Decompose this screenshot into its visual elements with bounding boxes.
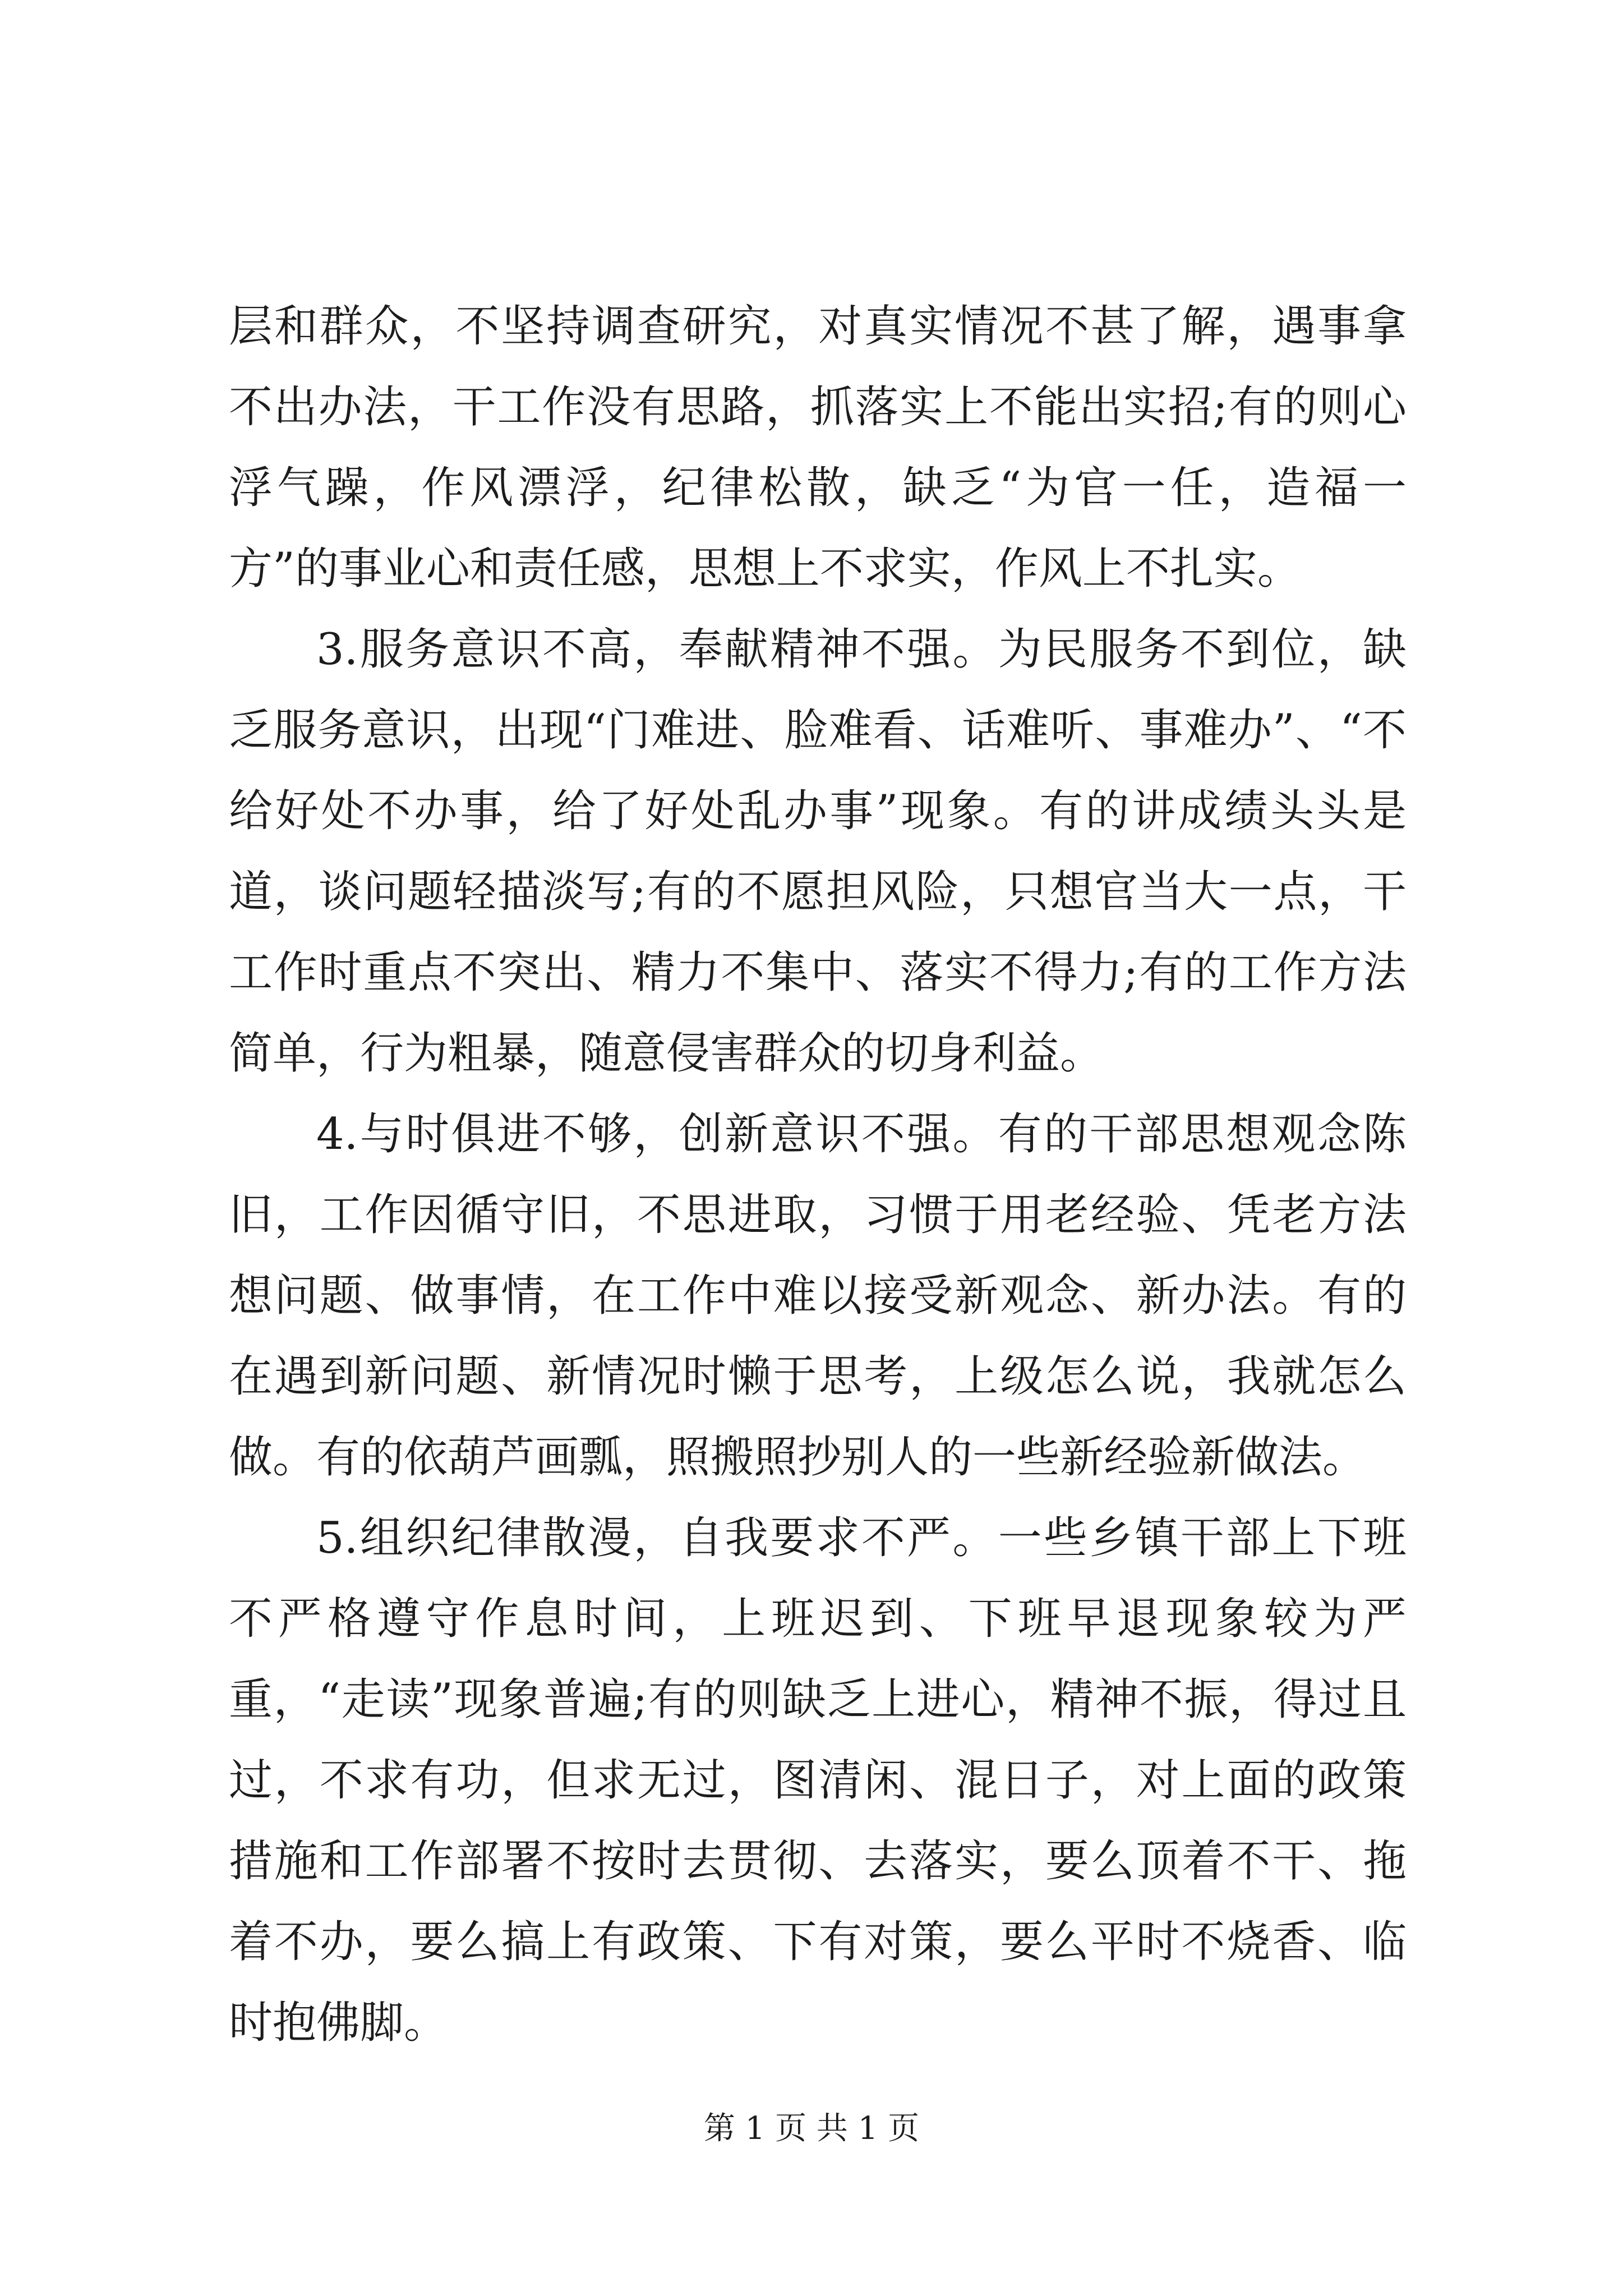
paragraph-item-5: 5.组织纪律散漫，自我要求不严。一些乡镇干部上下班不严格遵守作息时间，上班迟到、下班早退现象较为严重，“走读”现象普遍;有的则缺乏上进心，精神不振，得过且过，不求有功，但求无过，图清闲、混日子，对上面的政策措施和工作部署不按时去贯彻、去落实，要么顶着不干、拖着不办，要么搞上有政策、下有对策，要么平时不烧香、临时抱佛脚。 [229,1513,1407,2048]
paragraph-continuation: 层和群众，不坚持调查研究，对真实情况不甚了解，遇事拿不出办法，干工作没有思路，抓落实上不能出实招;有的则心浮气躁，作风漂浮，纪律松散，缺乏“为官一任，造福一方”的事业心和责任感，思想上不求实，作风上不扎实。 [229,301,1407,594]
paragraph-item-3: 3.服务意识不高，奉献精神不强。为民服务不到位，缺乏服务意识，出现“门难进、脸难看、话难听、事难办”、“不给好处不办事，给了好处乱办事”现象。有的讲成绩头头是道，谈问题轻描淡写;有的不愿担风险，只想官当大一点，干工作时重点不突出、精力不集中、落实不得力;有的工作方法简单，行为粗暴，随意侵害群众的切身利益。 [229,624,1407,1079]
page-number-label: 第 1 页 共 1 页 [703,2110,920,2147]
page-footer [0,2109,1623,2148]
document-body [229,286,1407,2063]
paragraph-item-4: 4.与时俱进不够，创新意识不强。有的干部思想观念陈旧，工作因循守旧，不思进取，习惯于用老经验、凭老方法想问题、做事情，在工作中难以接受新观念、新办法。有的在遇到新问题、新情况时懒于思考，上级怎么说，我就怎么做。有的依葫芦画瓢，照搬照抄别人的一些新经验新做法。 [229,1109,1407,1483]
